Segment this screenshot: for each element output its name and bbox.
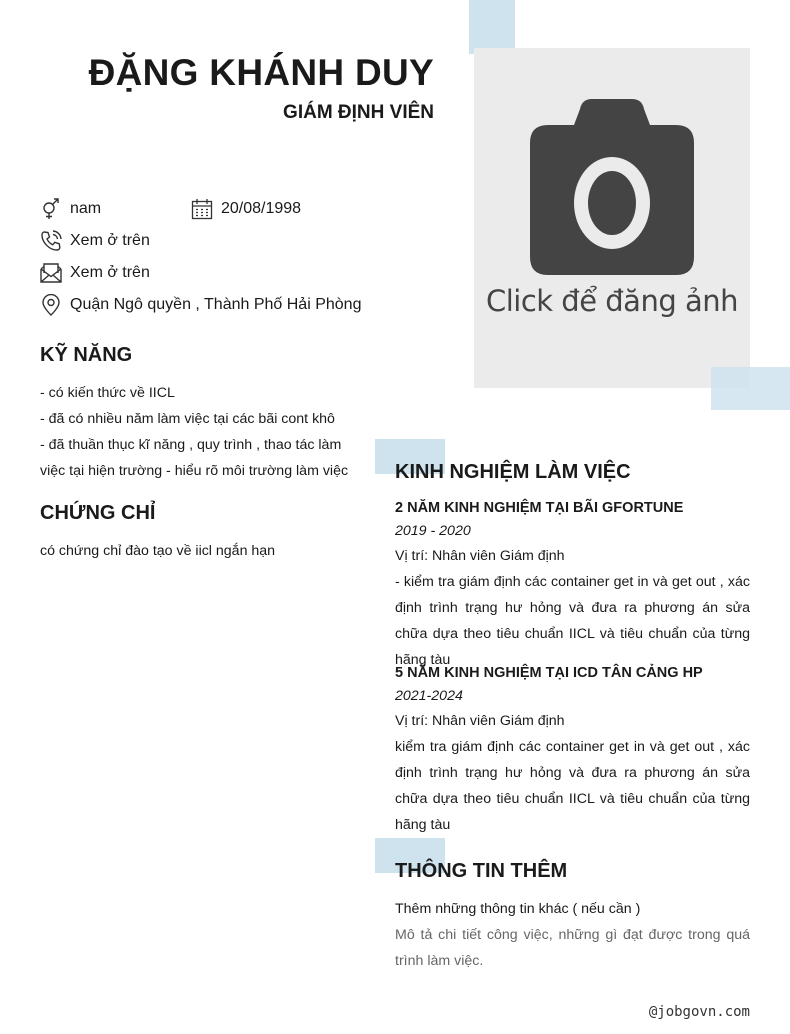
extra-info-line: Thêm những thông tin khác ( nếu cần ) (395, 901, 641, 917)
decor-block-top (469, 0, 515, 54)
certificates-list[interactable] (40, 538, 370, 564)
address-row (40, 294, 361, 316)
job-title[interactable]: GIÁM ĐỊNH VIÊN (283, 102, 434, 123)
decor-block-photo (711, 367, 790, 410)
certificate-line: có chứng chỉ đào tạo về iicl ngắn hạn (40, 543, 276, 559)
experience-date: 2021-2024 (395, 688, 463, 704)
skills-list[interactable] (40, 380, 370, 484)
email-row (40, 262, 150, 284)
skills-title: KỸ NĂNG (40, 344, 133, 366)
candidate-name[interactable]: ĐẶNG KHÁNH DUY (88, 52, 434, 93)
skill-line: - có kiến thức về IICL (40, 385, 175, 401)
experience-item[interactable] (395, 662, 750, 838)
experience-title: KINH NGHIỆM LÀM VIỆC (395, 461, 631, 483)
experience-item[interactable] (395, 497, 750, 673)
camera-icon (530, 99, 694, 275)
experience-description: - kiểm tra giám định các container get in và get out , xác định trình trạng hư hỏng và đưa ra phương án sửa chữa dựa theo tiêu chuẩn IICL và tiêu chuẩn của từng hãng tàu (395, 574, 750, 668)
mail-icon (40, 262, 62, 284)
email-value[interactable]: Xem ở trên (70, 264, 150, 281)
address-value[interactable]: Quận Ngô quyền , Thành Phố Hải Phòng (70, 296, 362, 313)
phone-icon (40, 230, 62, 252)
gender-value[interactable]: nam (70, 200, 102, 217)
photo-upload-area[interactable] (474, 48, 750, 388)
gender-icon (40, 198, 62, 220)
skill-line: - đã có nhiều năm làm việc tại các bãi cont khô (40, 411, 335, 427)
experience-position: Vị trí: Nhân viên Giám định (395, 548, 565, 564)
skill-line: việc tại hiện trường - hiểu rõ môi trường làm việc (40, 463, 349, 479)
footer-watermark: @jobgovn.com (648, 1004, 750, 1020)
birthday-value[interactable]: 20/08/1998 (221, 200, 302, 217)
extra-info-title: THÔNG TIN THÊM (395, 860, 568, 882)
experience-position: Vị trí: Nhân viên Giám định (395, 713, 565, 729)
experience-date: 2019 - 2020 (395, 523, 471, 539)
calendar-icon (191, 198, 213, 220)
extra-info-description: Mô tả chi tiết công việc, những gì đạt được trong quá trình làm việc. (395, 927, 750, 969)
extra-info-body[interactable] (395, 896, 750, 974)
skill-line: - đã thuần thục kĩ năng , quy trình , thao tác làm (40, 437, 342, 453)
experience-heading: 2 NĂM KINH NGHIỆM TẠI BÃI GFORTUNE (395, 500, 684, 516)
phone-row (40, 230, 150, 252)
location-pin-icon (40, 294, 62, 316)
birthday-row (191, 198, 301, 220)
photo-upload-label: Click để đăng ảnh (485, 284, 738, 318)
experience-description: kiểm tra giám định các container get in và get out , xác định trình trạng hư hỏng và đưa ra phương án sửa chữa dựa theo tiêu chuẩn IICL và tiêu chuẩn của từng hãng tàu (395, 739, 750, 833)
experience-heading: 5 NĂM KINH NGHIỆM TẠI ICD TÂN CẢNG HP (395, 665, 703, 681)
gender-row (40, 198, 101, 220)
phone-value[interactable]: Xem ở trên (70, 232, 150, 249)
certificates-title: CHỨNG CHỈ (40, 502, 156, 524)
